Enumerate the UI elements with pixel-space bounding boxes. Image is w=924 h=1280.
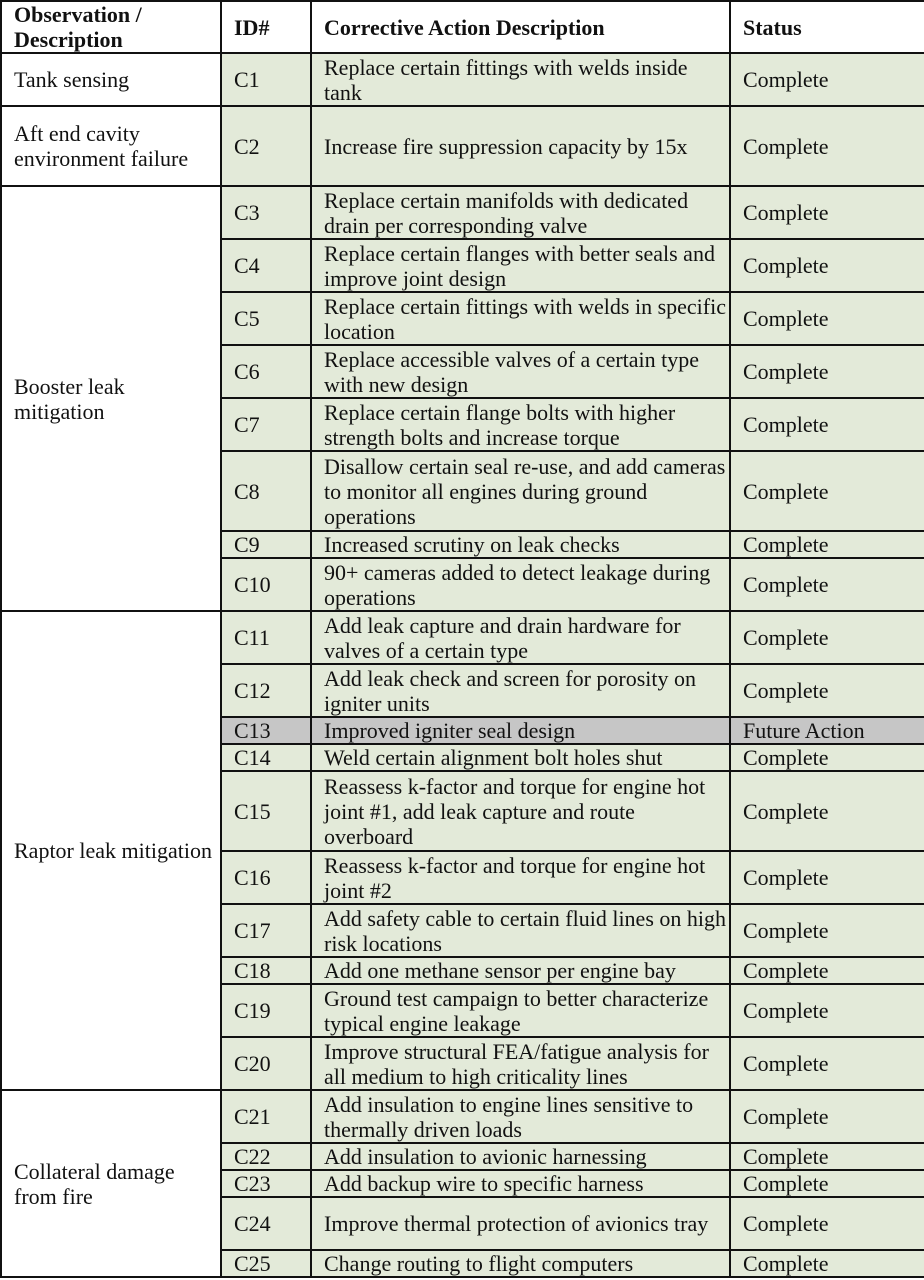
id-cell: C8 [221, 451, 311, 531]
action-cell: Reassess k-factor and torque for engine hot joint #2 [311, 851, 730, 904]
id-cell: C9 [221, 531, 311, 558]
table-row [1, 1090, 924, 1143]
action-cell: Add insulation to engine lines sensitive to thermally driven loads [311, 1090, 730, 1143]
status-cell: Complete [730, 611, 924, 664]
observation-cell: Raptor leak mitigation [1, 611, 221, 1090]
status-cell: Complete [730, 957, 924, 984]
status-cell: Complete [730, 904, 924, 957]
action-cell: Add leak capture and drain hardware for valves of a certain type [311, 611, 730, 664]
id-cell: C19 [221, 984, 311, 1037]
status-cell: Complete [730, 664, 924, 717]
status-cell: Complete [730, 451, 924, 531]
action-cell: Disallow certain seal re-use, and add cameras to monitor all engines during ground operations [311, 451, 730, 531]
id-cell: C13 [221, 717, 311, 744]
action-cell: Add safety cable to certain fluid lines on high risk locations [311, 904, 730, 957]
status-cell: Complete [730, 1037, 924, 1090]
status-cell: Complete [730, 1143, 924, 1170]
id-cell: C21 [221, 1090, 311, 1143]
action-cell: Improve thermal protection of avionics tray [311, 1197, 730, 1250]
action-cell: Reassess k-factor and torque for engine hot joint #1, add leak capture and route overboard [311, 771, 730, 851]
action-cell: 90+ cameras added to detect leakage during operations [311, 558, 730, 611]
status-cell: Complete [730, 106, 924, 186]
action-cell: Replace certain manifolds with dedicated drain per corresponding valve [311, 186, 730, 239]
id-cell: C15 [221, 771, 311, 851]
header-row [1, 1, 924, 53]
header-observation: Observation / Description [1, 1, 221, 53]
status-cell: Complete [730, 531, 924, 558]
status-cell: Complete [730, 292, 924, 345]
id-cell: C12 [221, 664, 311, 717]
id-cell: C11 [221, 611, 311, 664]
action-cell: Change routing to flight computers [311, 1250, 730, 1277]
status-cell: Complete [730, 239, 924, 292]
action-cell: Ground test campaign to better characterize typical engine leakage [311, 984, 730, 1037]
action-cell: Replace accessible valves of a certain type with new design [311, 345, 730, 398]
id-cell: C10 [221, 558, 311, 611]
id-cell: C23 [221, 1170, 311, 1197]
id-cell: C6 [221, 345, 311, 398]
status-cell: Complete [730, 1090, 924, 1143]
id-cell: C2 [221, 106, 311, 186]
id-cell: C20 [221, 1037, 311, 1090]
observation-cell: Collateral damage from fire [1, 1090, 221, 1277]
action-cell: Add backup wire to specific harness [311, 1170, 730, 1197]
status-cell: Future Action [730, 717, 924, 744]
action-cell: Improve structural FEA/fatigue analysis for all medium to high criticality lines [311, 1037, 730, 1090]
id-cell: C5 [221, 292, 311, 345]
action-cell: Replace certain flanges with better seals and improve joint design [311, 239, 730, 292]
status-cell: Complete [730, 851, 924, 904]
table-row [1, 106, 924, 186]
header-action: Corrective Action Description [311, 1, 730, 53]
id-cell: C25 [221, 1250, 311, 1277]
id-cell: C7 [221, 398, 311, 451]
action-cell: Add one methane sensor per engine bay [311, 957, 730, 984]
status-cell: Complete [730, 1170, 924, 1197]
header-status: Status [730, 1, 924, 53]
id-cell: C22 [221, 1143, 311, 1170]
table-row [1, 53, 924, 106]
status-cell: Complete [730, 984, 924, 1037]
status-cell: Complete [730, 1250, 924, 1277]
status-cell: Complete [730, 1197, 924, 1250]
action-cell: Add insulation to avionic harnessing [311, 1143, 730, 1170]
id-cell: C18 [221, 957, 311, 984]
id-cell: C17 [221, 904, 311, 957]
header-id: ID# [221, 1, 311, 53]
observation-cell: Tank sensing [1, 53, 221, 106]
action-cell: Improved igniter seal design [311, 717, 730, 744]
action-cell: Add leak check and screen for porosity on igniter units [311, 664, 730, 717]
id-cell: C4 [221, 239, 311, 292]
id-cell: C1 [221, 53, 311, 106]
action-cell: Weld certain alignment bolt holes shut [311, 744, 730, 771]
id-cell: C3 [221, 186, 311, 239]
status-cell: Complete [730, 186, 924, 239]
action-cell: Replace certain fittings with welds in specific location [311, 292, 730, 345]
action-cell: Replace certain fittings with welds inside tank [311, 53, 730, 106]
id-cell: C14 [221, 744, 311, 771]
id-cell: C16 [221, 851, 311, 904]
table-row [1, 611, 924, 664]
status-cell: Complete [730, 771, 924, 851]
action-cell: Increase fire suppression capacity by 15x [311, 106, 730, 186]
action-cell: Increased scrutiny on leak checks [311, 531, 730, 558]
status-cell: Complete [730, 558, 924, 611]
action-cell: Replace certain flange bolts with higher strength bolts and increase torque [311, 398, 730, 451]
status-cell: Complete [730, 345, 924, 398]
observation-cell: Aft end cavity environment failure [1, 106, 221, 186]
status-cell: Complete [730, 744, 924, 771]
observation-cell: Booster leak mitigation [1, 186, 221, 611]
table-row [1, 186, 924, 239]
id-cell: C24 [221, 1197, 311, 1250]
status-cell: Complete [730, 398, 924, 451]
status-cell: Complete [730, 53, 924, 106]
